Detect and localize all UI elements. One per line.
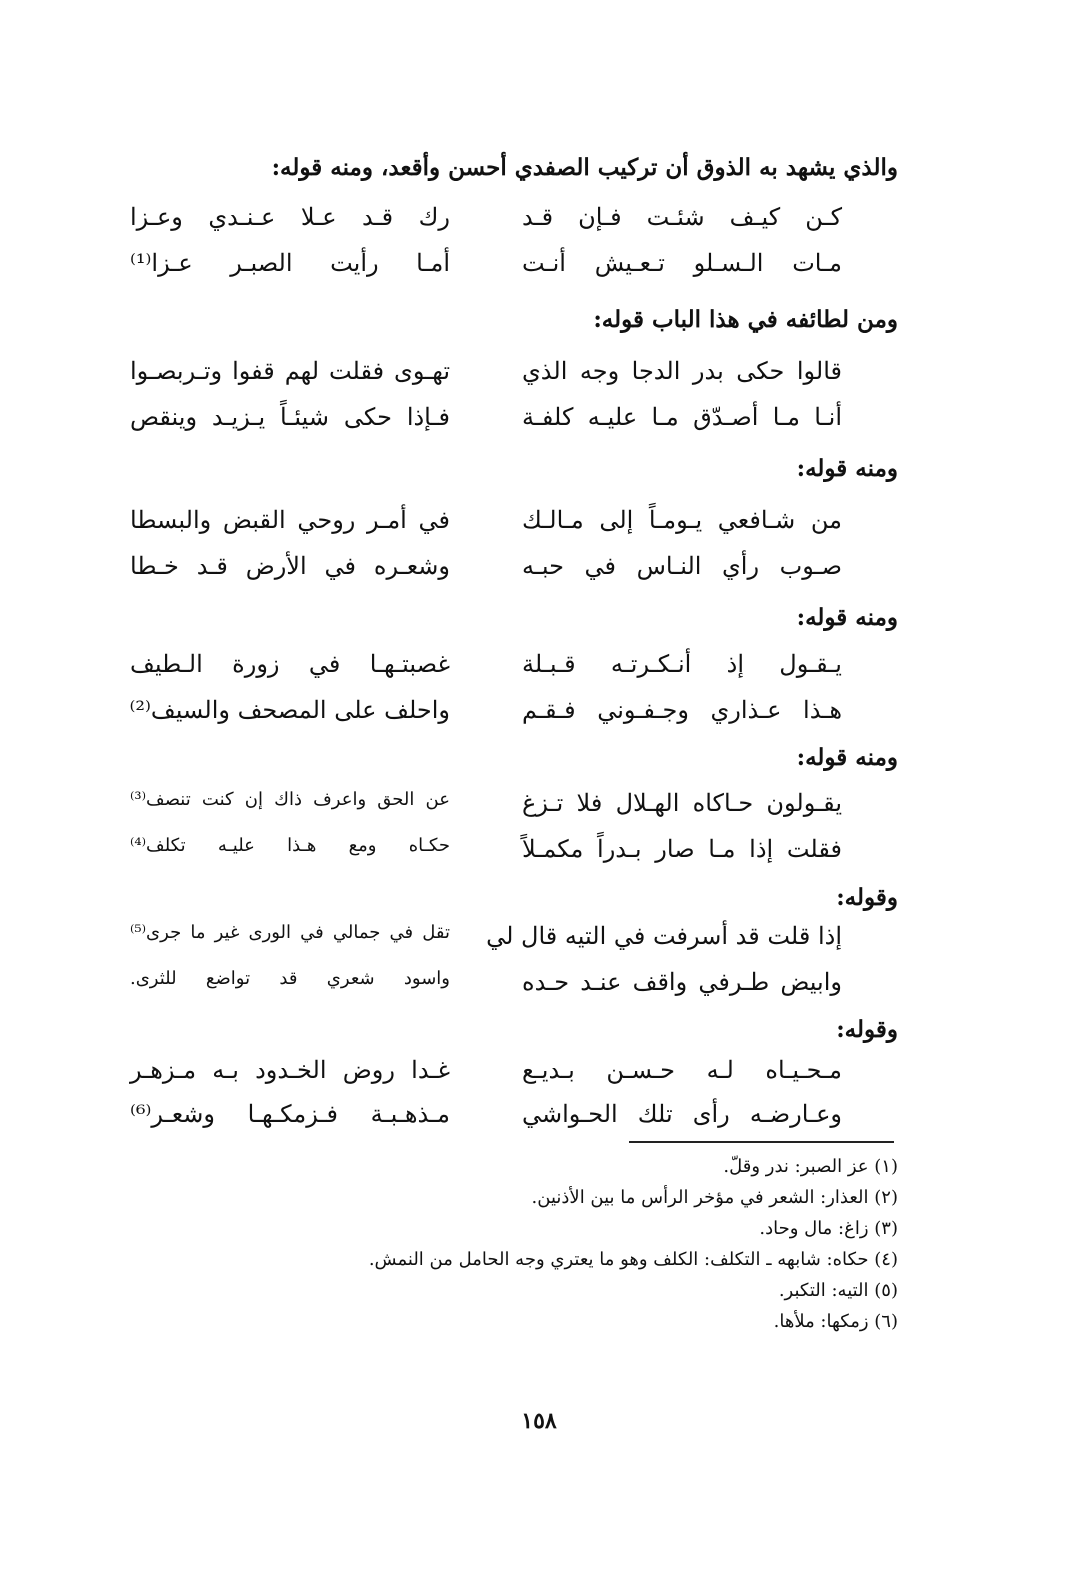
footnotes (138, 1158, 898, 1344)
verse-line (122, 650, 842, 696)
section-heading: ومنه قوله: (796, 455, 898, 482)
section-heading: وقوله: (836, 884, 898, 911)
hemistich-first: فقلت إذا مـا صار بـدراً مكمـلاً (522, 835, 842, 863)
hemistich-first: قالوا حكى بدر الدجا وجه الذي (522, 357, 842, 385)
verse-line (122, 835, 842, 881)
hemistich-second: تقل في جمالي في الورى غير ما جرى⁽⁵⁾ (130, 922, 450, 943)
verse-line (122, 506, 842, 552)
poem-1 (122, 203, 842, 295)
hemistich-first: صـوب رأي النـاس في حبـه (522, 552, 842, 580)
poem-4 (122, 650, 842, 742)
hemistich-first: يقـولون حـاكاه الهـلال فلا تـزغ (522, 789, 842, 817)
hemistich-first: أنـا مـا أصـدّق مـا عليـه كلفـة (522, 403, 842, 431)
poem-6 (122, 922, 842, 1014)
verse-line (122, 696, 842, 742)
section-heading: ومن لطائفه في هذا الباب قوله: (593, 306, 898, 333)
footnote: (٥) التيه: التكبر. (778, 1280, 898, 1301)
hemistich-second: غـدا روض الخـدود بـه مـزهـر (130, 1056, 450, 1084)
verse-line (122, 1100, 842, 1144)
hemistich-second: وشعـره في الأرض قـد خـطا (130, 552, 450, 580)
hemistich-second: واسود شعري قد تواضع للثرى. (130, 968, 450, 989)
hemistich-second: حكـاه ومع هـذا عليـه تكلف⁽⁴⁾ (130, 835, 450, 856)
verse-line (122, 249, 842, 295)
verse-line (122, 789, 842, 835)
hemistich-first: مـات الـسـلو تـعـيش أنـت (522, 249, 842, 277)
footnote-divider (629, 1141, 894, 1143)
verse-line (122, 403, 842, 449)
section-heading: ومنه قوله: (796, 604, 898, 631)
page-number: ١٥٨ (521, 1408, 557, 1434)
hemistich-first: كـن كيـف شئـت فـإن قـد (522, 203, 842, 231)
footnote: (٦) زمكها: ملأها. (773, 1311, 898, 1332)
hemistich-first: وعـارضـه رأى تلك الحـواشي (522, 1100, 842, 1128)
hemistich-first: وابيض طـرفي واقف عنـد حـده (522, 968, 842, 996)
hemistich-first: هـذا عـذاري وجـفـوني فـقـم (522, 696, 842, 724)
poem-5 (122, 789, 842, 881)
section-heading: وقوله: (836, 1016, 898, 1043)
footnote: (٢) العذار: الشعر في مؤخر الرأس ما بين الأذنين. (531, 1187, 898, 1208)
verse-line (122, 357, 842, 403)
hemistich-first: يـقـول إذ أنـكـرتـه قـبـلة (522, 650, 842, 678)
intro-paragraph: والذي يشهد به الذوق أن تركيب الصفدي أحسن وأقعد، ومنه قوله: (271, 154, 898, 181)
hemistich-second: تهـوى فقلت لهم قفوا وتـربصـوا (130, 357, 450, 385)
verse-line (122, 968, 842, 1014)
poem-7 (122, 1056, 842, 1144)
hemistich-second: في أمـر روحي القبض والبسطا (130, 506, 450, 534)
section-heading: ومنه قوله: (796, 744, 898, 771)
poem-2 (122, 357, 842, 449)
verse-line (122, 203, 842, 249)
footnote: (٤) حكاه: شابهه ـ التكلف: الكلف وهو ما يعتري وجه الحامل من النمش. (368, 1249, 898, 1270)
footnote: (١) عز الصبر: ندر وقلّ. (723, 1156, 898, 1177)
verse-line (122, 552, 842, 598)
hemistich-second: أمـا رأيت الصبـر عـزا⁽¹⁾ (130, 249, 450, 277)
hemistich-first: مـحـيـاه لـه حـسـن بـديـع (522, 1056, 842, 1084)
hemistich-first: إذا قلت قد أسرفت في التيه قال لي (486, 922, 842, 950)
hemistich-first: من شـافعي يـومـاً إلى مـالـك (522, 506, 842, 534)
poem-3 (122, 506, 842, 598)
hemistich-second: فـإذا حكى شيئـاً يـزيـد وينقص (130, 403, 450, 431)
hemistich-second: مـذهـبـة فـزمكـهـا وشعـر⁽⁶⁾ (130, 1100, 450, 1128)
verse-line (122, 1056, 842, 1100)
hemistich-second: غصبتـهـا في زورة الـطيف (130, 650, 450, 678)
hemistich-second: عن الحق واعرف ذاك إن كنت تنصف⁽³⁾ (130, 789, 450, 810)
verse-line (122, 922, 842, 968)
footnote: (٣) زاغ: مال وحاد. (759, 1218, 898, 1239)
hemistich-second: واحلف على المصحف والسيف⁽²⁾ (129, 696, 450, 724)
hemistich-second: رك قـد عـلا عـنـدي وعـزا (130, 203, 450, 231)
